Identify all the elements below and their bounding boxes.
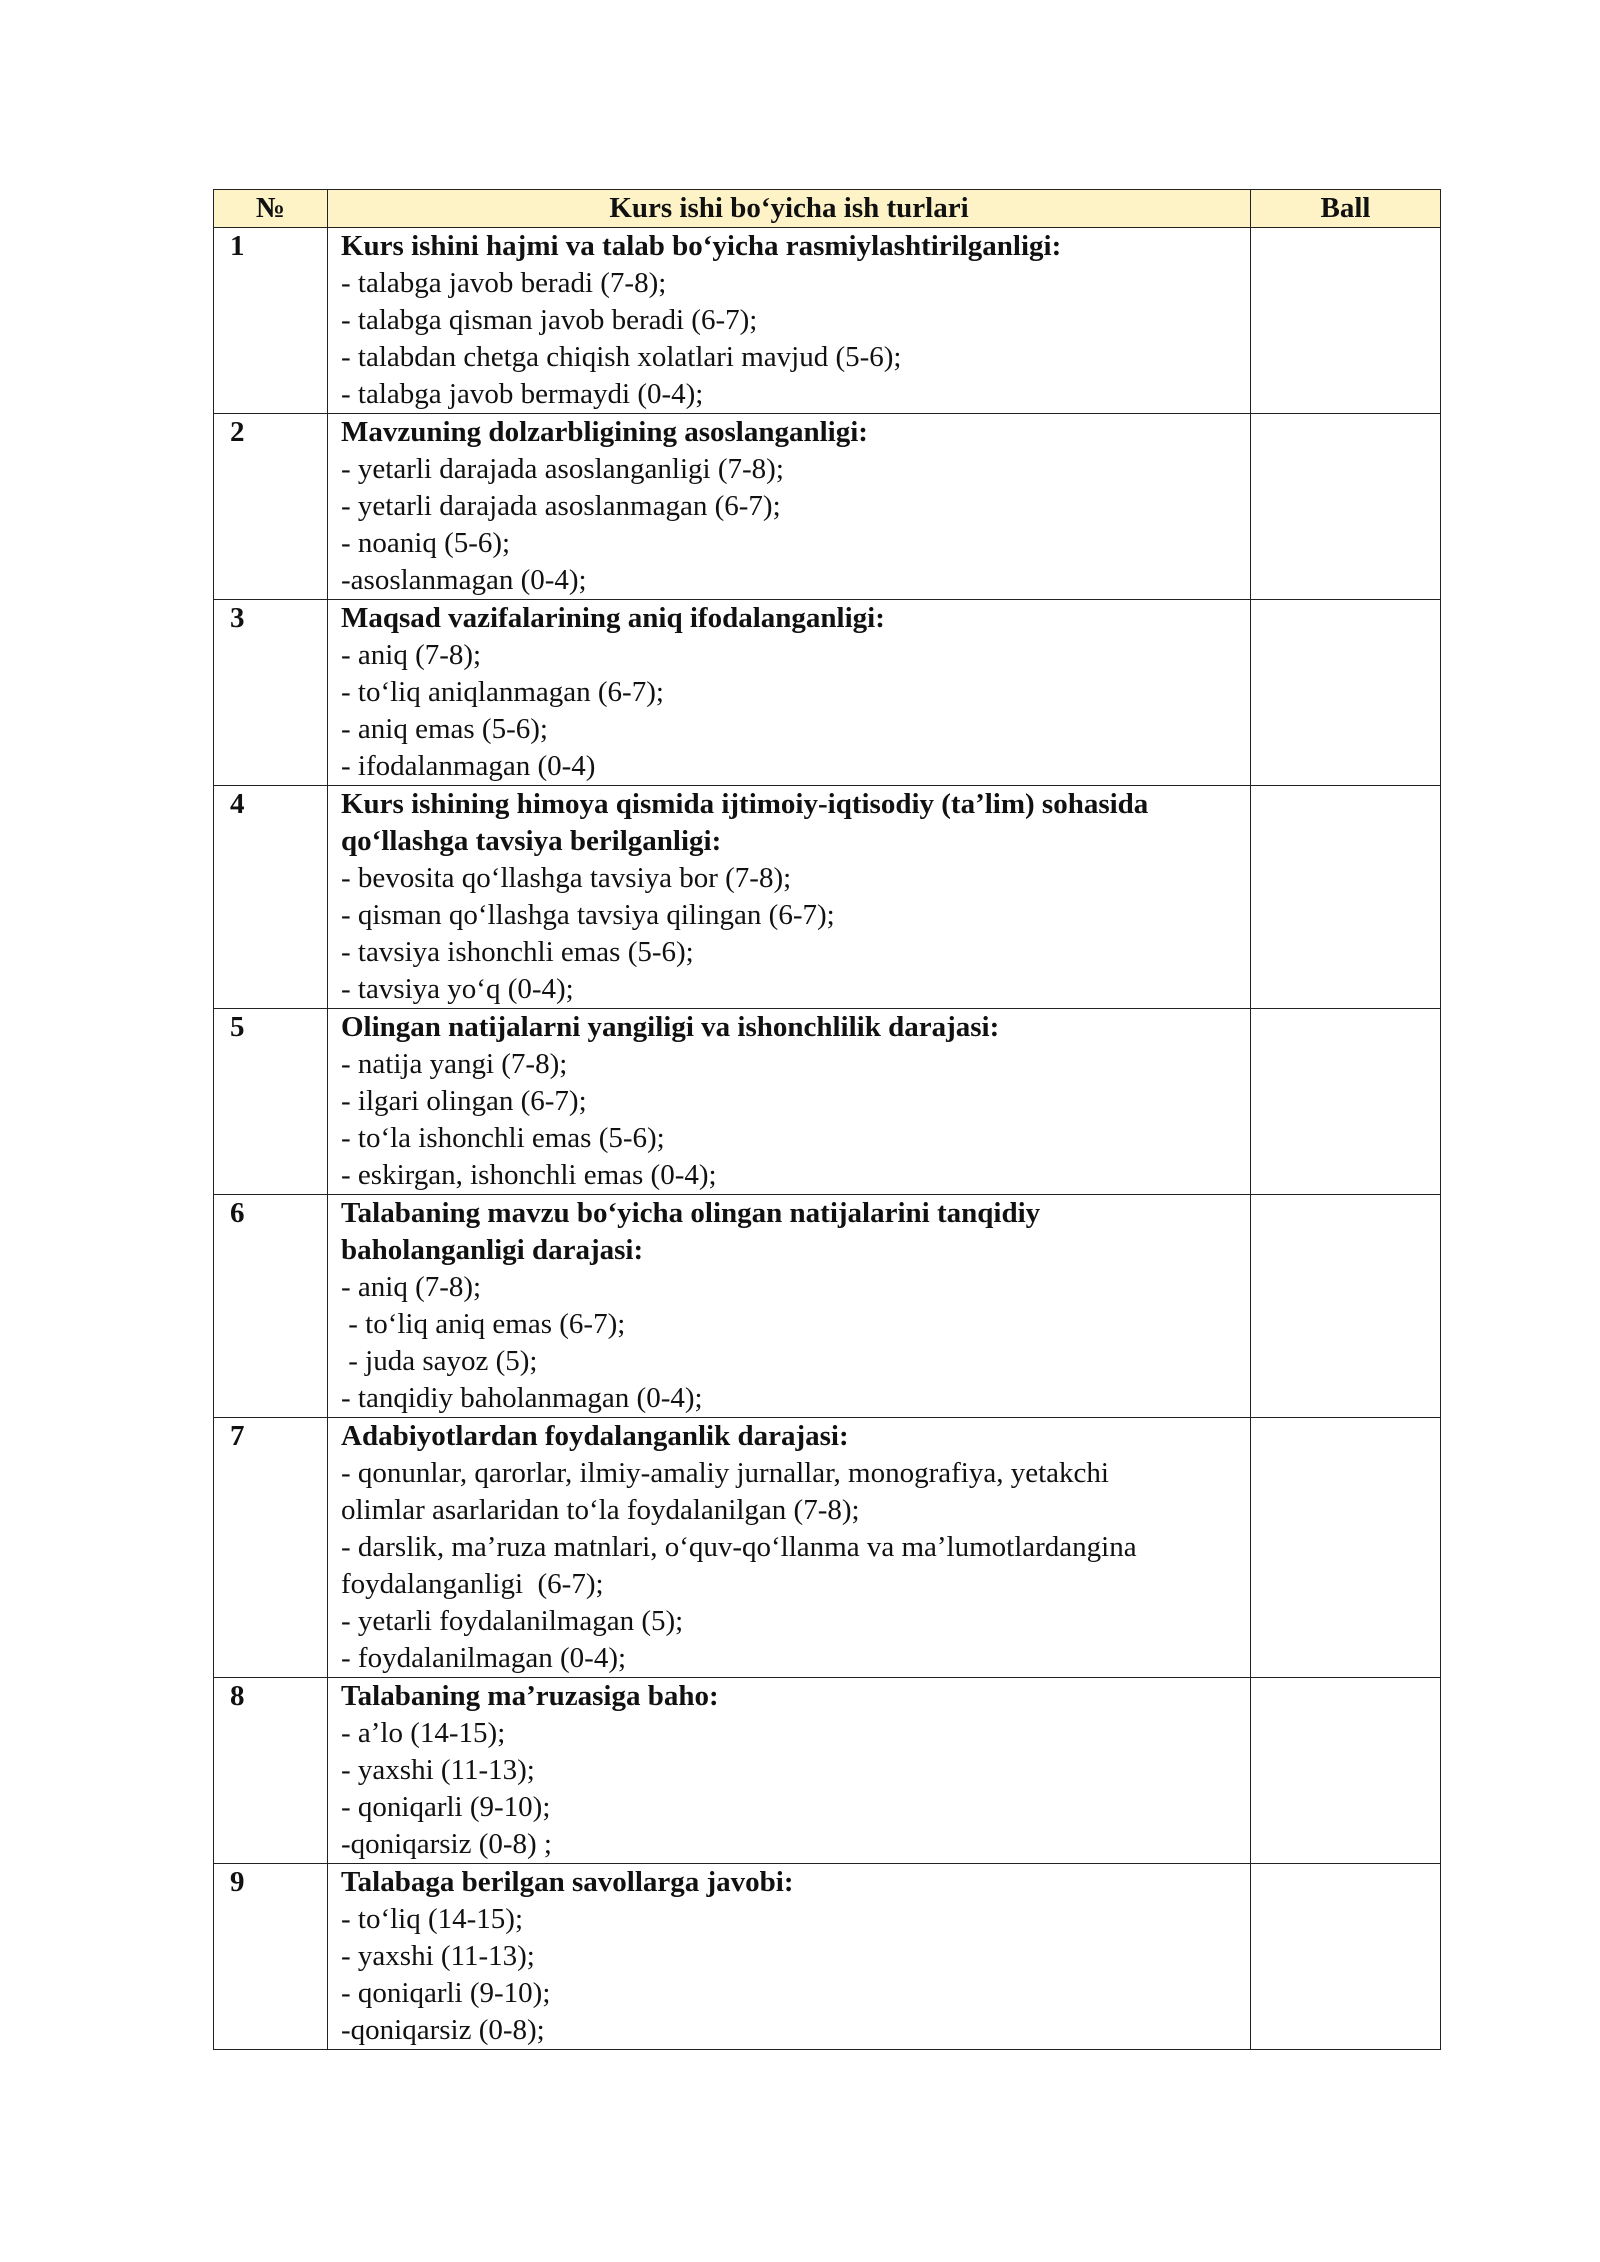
table-row xyxy=(214,228,1441,414)
criterion-option: foydalanganligi (6-7); xyxy=(341,1568,604,1600)
criterion-title: Kurs ishini hajmi va talab bo‘yicha rasmiylashtirilganligi: xyxy=(341,230,1062,262)
grading-table xyxy=(213,189,1441,2050)
header-number: № xyxy=(214,190,328,228)
row-criteria xyxy=(328,1864,1251,2050)
ball-cell[interactable] xyxy=(1251,1009,1441,1195)
criterion-title: Talabaning ma’ruzasiga baho: xyxy=(341,1680,719,1712)
row-criteria xyxy=(328,414,1251,600)
criterion-option: - qoniqarli (9-10); xyxy=(341,1791,551,1823)
table-row xyxy=(214,1678,1441,1864)
criterion-option: - talabga javob beradi (7-8); xyxy=(341,267,667,299)
criterion-option: - tavsiya ishonchli emas (5-6); xyxy=(341,936,694,968)
criterion-option: -qoniqarsiz (0-8) ; xyxy=(341,1828,552,1860)
row-number: 1 xyxy=(214,228,328,414)
criterion-option: - juda sayoz (5); xyxy=(341,1345,538,1377)
criterion-option: - tavsiya yo‘q (0-4); xyxy=(341,973,574,1005)
criterion-option: - qisman qo‘llashga tavsiya qilingan (6-7); xyxy=(341,899,835,931)
row-criteria xyxy=(328,1195,1251,1418)
ball-cell[interactable] xyxy=(1251,414,1441,600)
criterion-option: - a’lo (14-15); xyxy=(341,1717,506,1749)
criterion-title: Talabaga berilgan savollarga javobi: xyxy=(341,1866,794,1898)
criterion-option: - aniq (7-8); xyxy=(341,1271,482,1303)
row-criteria xyxy=(328,228,1251,414)
row-number: 9 xyxy=(214,1864,328,2050)
criterion-option: - darslik, ma’ruza matnlari, o‘quv-qo‘llanma va ma’lumotlardangina xyxy=(341,1531,1137,1563)
criterion-title: Talabaning mavzu bo‘yicha olingan natijalarini tanqidiy xyxy=(341,1197,1041,1229)
row-criteria xyxy=(328,1009,1251,1195)
criterion-option: -asoslanmagan (0-4); xyxy=(341,564,587,596)
ball-cell[interactable] xyxy=(1251,786,1441,1009)
row-criteria xyxy=(328,786,1251,1009)
criterion-option: - to‘la ishonchli emas (5-6); xyxy=(341,1122,665,1154)
criterion-option: - aniq emas (5-6); xyxy=(341,713,548,745)
criterion-option: - talabga javob bermaydi (0-4); xyxy=(341,378,704,410)
criterion-option: - foydalanilmagan (0-4); xyxy=(341,1642,627,1674)
criterion-option: - to‘liq (14-15); xyxy=(341,1903,524,1935)
criterion-option: - talabga qisman javob beradi (6-7); xyxy=(341,304,758,336)
criterion-title: baholanganligi darajasi: xyxy=(341,1234,644,1266)
criterion-option: - qonunlar, qarorlar, ilmiy-amaliy jurnallar, monografiya, yetakchi xyxy=(341,1457,1109,1489)
row-criteria xyxy=(328,1678,1251,1864)
criterion-option: - ifodalanmagan (0-4) xyxy=(341,750,596,782)
criterion-title: Kurs ishining himoya qismida ijtimoiy-iqtisodiy (ta’lim) sohasida xyxy=(341,788,1149,820)
table-row xyxy=(214,414,1441,600)
table-row xyxy=(214,600,1441,786)
header-ball: Ball xyxy=(1251,190,1441,228)
criterion-option: - bevosita qo‘llashga tavsiya bor (7-8); xyxy=(341,862,792,894)
criterion-option: - tanqidiy baholanmagan (0-4); xyxy=(341,1382,703,1414)
criterion-option: - to‘liq aniqlanmagan (6-7); xyxy=(341,676,664,708)
criterion-option: - aniq (7-8); xyxy=(341,639,482,671)
row-number: 7 xyxy=(214,1418,328,1678)
ball-cell[interactable] xyxy=(1251,1864,1441,2050)
criterion-option: - yetarli darajada asoslanganligi (7-8); xyxy=(341,453,784,485)
header-row xyxy=(214,190,1441,228)
ball-cell[interactable] xyxy=(1251,600,1441,786)
ball-cell[interactable] xyxy=(1251,1418,1441,1678)
ball-cell[interactable] xyxy=(1251,1678,1441,1864)
ball-cell[interactable] xyxy=(1251,1195,1441,1418)
table-header xyxy=(214,190,1441,228)
row-number: 5 xyxy=(214,1009,328,1195)
criterion-option: - noaniq (5-6); xyxy=(341,527,511,559)
criterion-option: - to‘liq aniq emas (6-7); xyxy=(341,1308,626,1340)
row-number: 8 xyxy=(214,1678,328,1864)
row-number: 3 xyxy=(214,600,328,786)
criterion-option: -qoniqarsiz (0-8); xyxy=(341,2014,545,2046)
header-work-types: Kurs ishi bo‘yicha ish turlari xyxy=(328,190,1251,228)
criterion-option: - yetarli foydalanilmagan (5); xyxy=(341,1605,684,1637)
criterion-title: Adabiyotlardan foydalanganlik darajasi: xyxy=(341,1420,849,1452)
row-number: 6 xyxy=(214,1195,328,1418)
ball-cell[interactable] xyxy=(1251,228,1441,414)
criterion-option: - qoniqarli (9-10); xyxy=(341,1977,551,2009)
row-number: 4 xyxy=(214,786,328,1009)
criterion-option: olimlar asarlaridan to‘la foydalanilgan (7-8); xyxy=(341,1494,860,1526)
criterion-option: - yaxshi (11-13); xyxy=(341,1754,535,1786)
table-row xyxy=(214,1418,1441,1678)
criterion-option: - eskirgan, ishonchli emas (0-4); xyxy=(341,1159,717,1191)
criterion-title: Olingan natijalarni yangiligi va ishonchlilik darajasi: xyxy=(341,1011,1000,1043)
table-row xyxy=(214,786,1441,1009)
table-row xyxy=(214,1009,1441,1195)
criterion-option: - yetarli darajada asoslanmagan (6-7); xyxy=(341,490,781,522)
criterion-option: - yaxshi (11-13); xyxy=(341,1940,535,1972)
row-criteria xyxy=(328,1418,1251,1678)
table-body xyxy=(214,228,1441,2050)
row-criteria xyxy=(328,600,1251,786)
criterion-title: qo‘llashga tavsiya berilganligi: xyxy=(341,825,722,857)
row-number: 2 xyxy=(214,414,328,600)
criterion-title: Maqsad vazifalarining aniq ifodalanganligi: xyxy=(341,602,885,634)
table-row xyxy=(214,1195,1441,1418)
criterion-option: - natija yangi (7-8); xyxy=(341,1048,568,1080)
criterion-title: Mavzuning dolzarbligining asoslanganligi: xyxy=(341,416,868,448)
criterion-option: - talabdan chetga chiqish xolatlari mavjud (5-6); xyxy=(341,341,902,373)
table-row xyxy=(214,1864,1441,2050)
criterion-option: - ilgari olingan (6-7); xyxy=(341,1085,587,1117)
